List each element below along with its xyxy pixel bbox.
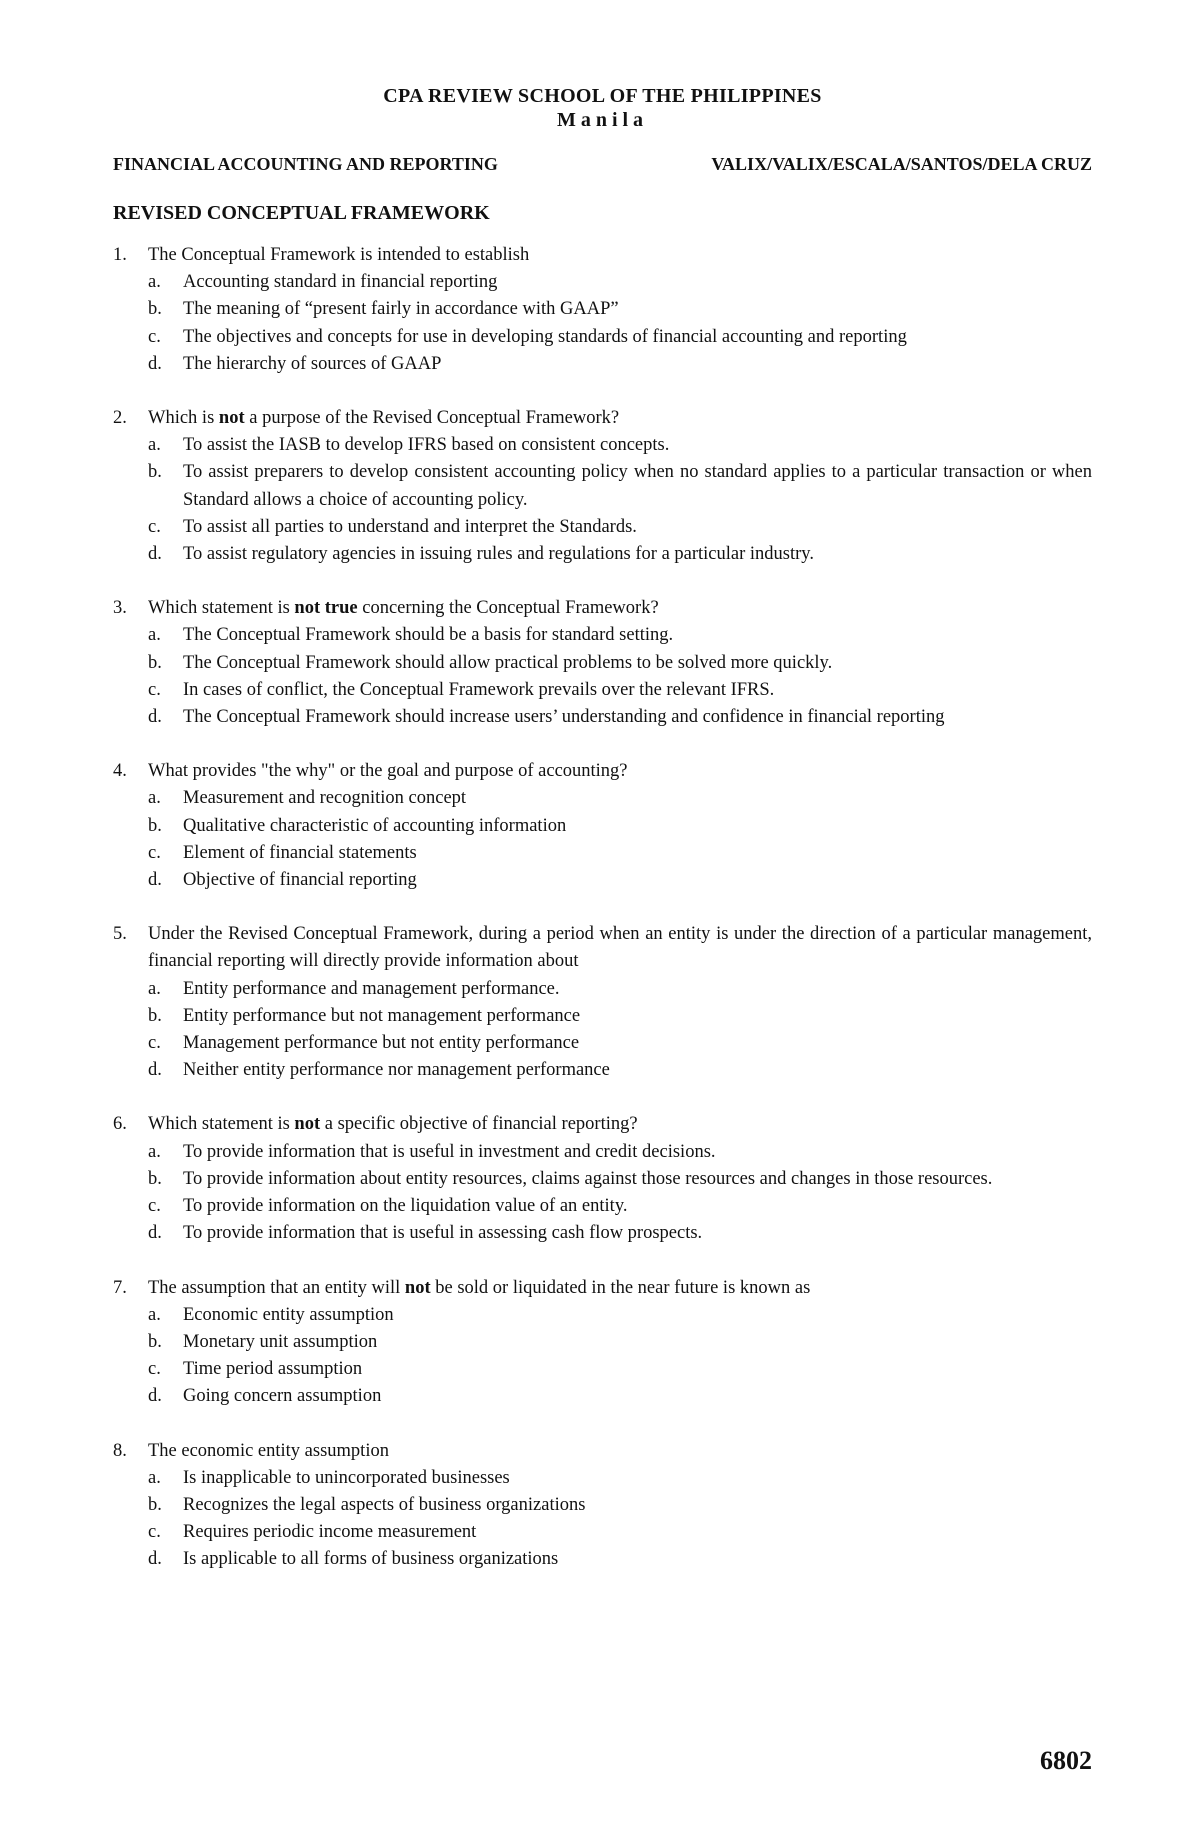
choice-text: To assist the IASB to develop IFRS based on consistent concepts. [183, 435, 670, 456]
choice-item [148, 1519, 1092, 1546]
choice-letter: c. [148, 679, 161, 700]
question-stem [148, 921, 1092, 975]
question-stem [148, 1275, 1092, 1302]
question-number: 8. [113, 1440, 127, 1461]
choice-item [148, 622, 1092, 649]
choice-letter: c. [148, 516, 161, 537]
question-stem-text: Which is [148, 408, 219, 429]
choice-text: Objective of financial reporting [183, 870, 417, 891]
choice-list [148, 269, 1092, 378]
course-header [113, 152, 1092, 176]
choice-text: The Conceptual Framework should increase users’ understanding and confidence in financial reporting [183, 707, 945, 728]
choice-list [148, 1465, 1092, 1574]
choice-item [148, 650, 1092, 677]
question-stem [148, 405, 1092, 432]
choice-list [148, 785, 1092, 894]
question-stem-text: Which statement is [148, 598, 295, 619]
choice-letter: d. [148, 870, 162, 891]
question-stem-text: concerning the Conceptual Framework? [357, 598, 659, 619]
question-stem-row [113, 1438, 1092, 1465]
choice-item [148, 296, 1092, 323]
choice-item [148, 1166, 1092, 1193]
course-title: FINANCIAL ACCOUNTING AND REPORTING [113, 154, 498, 174]
choice-letter: c. [148, 1033, 161, 1054]
choice-letter: a. [148, 1467, 161, 1488]
choice-text: Neither entity performance nor management performance [183, 1060, 610, 1081]
section-title: REVISED CONCEPTUAL FRAMEWORK [113, 202, 490, 224]
choice-letter: d. [148, 353, 162, 374]
question-number: 3. [113, 598, 127, 619]
school-city: Manila [556, 109, 649, 131]
choice-letter: d. [148, 1060, 162, 1081]
choice-letter: c. [148, 326, 161, 347]
question-stem-emphasis: not [404, 1277, 431, 1298]
choice-item [148, 813, 1092, 840]
choice-text: Recognizes the legal aspects of business organizations [183, 1494, 586, 1515]
choice-item [148, 1329, 1092, 1356]
choice-item [148, 1193, 1092, 1220]
choice-list [148, 1302, 1092, 1411]
choice-letter: d. [148, 1549, 162, 1570]
choice-letter: d. [148, 1386, 162, 1407]
choice-text: Accounting standard in financial reporting [183, 272, 498, 293]
choice-text: In cases of conflict, the Conceptual Framework prevails over the relevant IFRS. [183, 679, 775, 700]
choice-item [148, 1139, 1092, 1166]
choice-item [148, 1030, 1092, 1057]
question-item [113, 1275, 1092, 1411]
choice-list [148, 622, 1092, 731]
choice-text: Monetary unit assumption [183, 1331, 378, 1352]
choice-text: To provide information that is useful in investment and credit decisions. [183, 1141, 716, 1162]
choice-text: The Conceptual Framework should be a basis for standard setting. [183, 625, 674, 646]
choice-letter: a. [148, 788, 161, 809]
choice-text: Element of financial statements [183, 842, 417, 863]
choice-item [148, 1383, 1092, 1410]
question-list [113, 242, 1092, 1574]
choice-item [148, 459, 1092, 513]
choice-letter: c. [148, 1359, 161, 1380]
question-stem [148, 242, 1092, 269]
choice-text: The Conceptual Framework should allow practical problems to be solved more quickly. [183, 652, 833, 673]
choice-item [148, 1302, 1092, 1329]
question-stem-row [113, 242, 1092, 269]
choice-text: Management performance but not entity performance [183, 1033, 580, 1054]
choice-letter: b. [148, 1168, 162, 1189]
choice-letter: b. [148, 299, 162, 320]
choice-letter: c. [148, 842, 161, 863]
choice-item [148, 1465, 1092, 1492]
question-stem-emphasis: not [218, 408, 245, 429]
question-item [113, 595, 1092, 731]
choice-text: Is applicable to all forms of business organizations [183, 1549, 559, 1570]
choice-item [148, 1003, 1092, 1030]
choice-text: Time period assumption [183, 1359, 363, 1380]
choice-letter: a. [148, 625, 161, 646]
choice-item [148, 976, 1092, 1003]
choice-list [148, 1139, 1092, 1248]
question-number: 6. [113, 1114, 127, 1135]
question-number: 7. [113, 1277, 127, 1298]
choice-letter: b. [148, 652, 162, 673]
choice-letter: c. [148, 1196, 161, 1217]
question-stem-text: What provides "the why" or the goal and purpose of accounting? [148, 761, 628, 782]
question-item [113, 405, 1092, 568]
question-stem [148, 595, 1092, 622]
question-stem-text: Which statement is [148, 1114, 295, 1135]
authors: VALIX/VALIX/ESCALA/SANTOS/DELA CRUZ [711, 154, 1092, 174]
question-stem-row [113, 758, 1092, 785]
choice-letter: a. [148, 1141, 161, 1162]
choice-item [148, 1220, 1092, 1247]
choice-item [148, 840, 1092, 867]
question-number: 1. [113, 245, 127, 265]
choice-text: The hierarchy of sources of GAAP [183, 353, 442, 374]
question-stem [148, 1111, 1092, 1138]
choice-letter: d. [148, 707, 162, 728]
question-stem-row [113, 1275, 1092, 1302]
choice-letter: a. [148, 978, 161, 999]
choice-text: To provide information that is useful in assessing cash flow prospects. [183, 1223, 703, 1244]
question-number: 4. [113, 761, 127, 782]
choice-item [148, 704, 1092, 731]
question-item [113, 1111, 1092, 1247]
question-stem-row [113, 1111, 1092, 1138]
choice-item [148, 351, 1092, 378]
choice-letter: b. [148, 815, 162, 836]
choice-item [148, 1492, 1092, 1519]
question-stem-text: The assumption that an entity will [148, 1277, 405, 1298]
choice-letter: a. [148, 272, 161, 293]
choice-letter: a. [148, 1304, 161, 1325]
choice-text: Economic entity assumption [183, 1304, 394, 1325]
question-item [113, 921, 1092, 1084]
choice-list [148, 976, 1092, 1085]
choice-item [148, 324, 1092, 351]
choice-text: Measurement and recognition concept [183, 788, 467, 809]
choice-letter: b. [148, 1331, 162, 1352]
question-stem-text: a specific objective of financial reporting? [320, 1114, 638, 1135]
choice-item [148, 867, 1092, 894]
question-stem-text: Under the Revised Conceptual Framework, during a period when an entity is under the direction of a particular management, financial reporting will directly provide information about [148, 924, 1092, 972]
document-page [113, 84, 1092, 1601]
question-stem-emphasis: not [294, 1114, 321, 1135]
choice-item [148, 514, 1092, 541]
choice-text: To assist preparers to develop consistent accounting policy when no standard applies to a particular transaction or when Standard allows a choice of accounting policy. [183, 462, 1092, 510]
choice-text: Qualitative characteristic of accounting information [183, 815, 567, 836]
question-number: 5. [113, 924, 127, 945]
choice-text: The objectives and concepts for use in developing standards of financial accounting and reporting [183, 326, 907, 347]
choice-text: To provide information about entity resources, claims against those resources and changes in those resources. [183, 1168, 993, 1189]
question-stem-text: The economic entity assumption [148, 1440, 389, 1461]
choice-letter: d. [148, 544, 162, 565]
choice-item [148, 1057, 1092, 1084]
choice-item [148, 785, 1092, 812]
question-stem-row [113, 921, 1092, 975]
choice-text: The meaning of “present fairly in accordance with GAAP” [183, 299, 619, 320]
question-stem-row [113, 595, 1092, 622]
question-stem [148, 758, 1092, 785]
question-stem-text: a purpose of the Revised Conceptual Framework? [244, 408, 620, 429]
question-item [113, 1438, 1092, 1574]
choice-text: To assist all parties to understand and interpret the Standards. [183, 516, 637, 537]
choice-letter: b. [148, 1494, 162, 1515]
choice-letter: b. [148, 462, 162, 483]
choice-letter: c. [148, 1522, 161, 1543]
choice-letter: a. [148, 435, 161, 456]
choice-text: Entity performance but not management performance [183, 1005, 581, 1026]
page-number: 6802 [1040, 1746, 1092, 1775]
question-number: 2. [113, 408, 127, 429]
choice-item [148, 1356, 1092, 1383]
choice-text: To assist regulatory agencies in issuing rules and regulations for a particular industry. [183, 544, 814, 565]
choice-text: To provide information on the liquidation value of an entity. [183, 1196, 628, 1217]
question-stem-row [113, 405, 1092, 432]
question-stem [148, 1438, 1092, 1465]
question-stem-text: The Conceptual Framework is intended to establish [148, 245, 530, 265]
choice-text: Entity performance and management performance. [183, 978, 560, 999]
choice-item [148, 432, 1092, 459]
choice-text: Is inapplicable to unincorporated businesses [183, 1467, 510, 1488]
question-stem-text: be sold or liquidated in the near future is known as [430, 1277, 811, 1298]
choice-text: Requires periodic income measurement [183, 1522, 477, 1543]
question-stem-emphasis: not true [294, 598, 358, 619]
choice-item [148, 1546, 1092, 1573]
choice-text: Going concern assumption [183, 1386, 382, 1407]
choice-list [148, 432, 1092, 568]
school-name: CPA REVIEW SCHOOL OF THE PHILIPPINES [383, 85, 822, 107]
choice-letter: d. [148, 1223, 162, 1244]
choice-item [148, 269, 1092, 296]
choice-item [148, 541, 1092, 568]
choice-letter: b. [148, 1005, 162, 1026]
question-item [113, 758, 1092, 894]
question-item [113, 242, 1092, 378]
choice-item [148, 677, 1092, 704]
